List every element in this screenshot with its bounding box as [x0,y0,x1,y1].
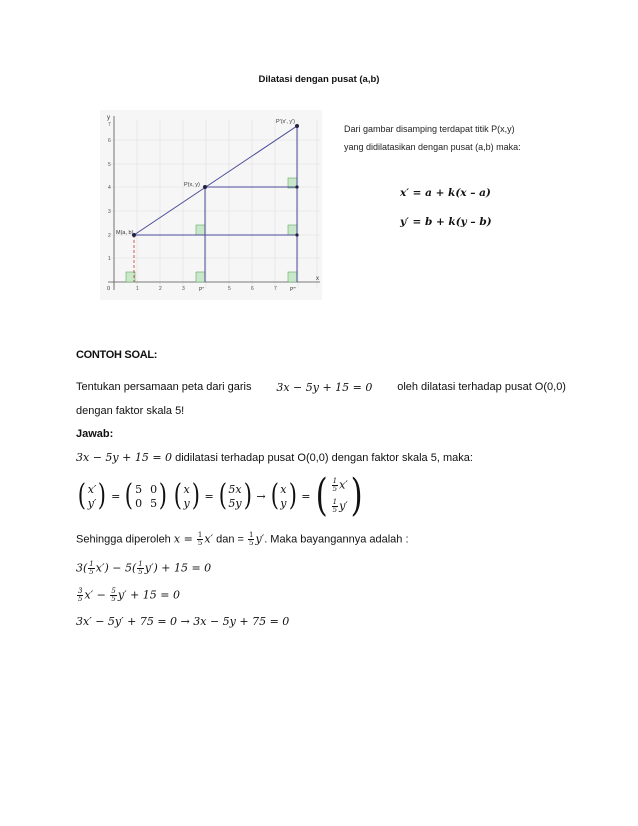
matrix-equation [76,470,365,521]
vector-fraction: ( $\frac{1}{5}$ x′ $\frac{1}{5}$ y′ ) [316,470,363,521]
problem-text-2: oleh dilatasi terhadap pusat O(0,0) [397,381,566,393]
formula-y: y′ = b + k(y – b) [400,216,492,228]
dilation-graph [100,110,322,300]
label-p: P(x, y) [184,182,200,188]
point-pprime [295,124,299,128]
svg-text:1: 1 [108,256,111,262]
svg-text:1: 1 [136,286,139,292]
label-foot-p: P′′ [199,287,205,293]
svg-text:3: 3 [182,286,185,292]
intro-line-2: yang didilatasikan dengan pusat (a,b) maka: [344,142,521,152]
answer-label: Jawab: [76,428,114,440]
svg-text:2: 2 [159,286,162,292]
label-m: M(a, b) [116,230,134,236]
scale-matrix: ( 5 0 0 5 ) [125,478,168,513]
svg-text:5: 5 [228,286,231,292]
point-y-right [295,185,298,188]
svg-text:4: 4 [108,185,111,191]
graph-background [100,110,322,300]
label-pprime: P′(x′, y′) [276,119,295,125]
problem-text-1: Tentukan persamaan peta dari garis [76,381,252,393]
intro-line-1: Dari gambar disamping terdapat titik P(x,y) [344,124,515,134]
equation-1: 3( $\frac{1}{5}$ x′) − 5( $\frac{1}{5}$ y′) + 15 = 0 [76,560,212,576]
label-y-axis: y [107,115,110,121]
problem-equation: 3x − 5y + 15 = 0 [276,381,373,394]
point-p [203,185,207,189]
vector-xy-2: ( x y ) [270,478,297,513]
svg-text:3: 3 [108,209,111,215]
arrow: → [256,489,266,503]
formula-x: x′ = a + k(x – a) [400,187,491,199]
svg-text:5: 5 [108,162,111,168]
step2-frac-1: $\frac{1}{5}$ [197,531,203,547]
step-2: Sehingga diperoleh x = $\frac{1}{5}$ x′ dan = $\frac{1}{5}$ y′. Maka bayangannya adalah : [76,531,409,547]
step2-text-1: Sehingga diperoleh [76,533,171,546]
equation-3: 3x′ − 5y′ + 75 = 0 → 3x − 5y + 75 = 0 [76,615,290,628]
label-foot-pp: P′′′ [290,287,297,293]
vector-xy: ( x y ) [173,478,200,513]
vector-prime: ( x′ y′ ) [77,478,107,513]
page-title: Dilatasi dengan pusat (a,b) [258,74,380,85]
svg-text:6: 6 [251,286,254,292]
step1-text: didilatasi terhadap pusat O(0,0) dengan faktor skala 5, maka: [175,452,473,464]
label-x-axis: x [316,276,319,282]
equals-3: = [301,489,311,503]
equation-2: $\frac{3}{5}$ x′ − $\frac{5}{5}$ y′ + 15 = 0 [78,587,180,603]
problem-line-2: dengan faktor skala 5! [76,405,185,417]
step2-frac-2: $\frac{1}{5}$ [249,531,254,547]
section-heading: CONTOH SOAL: [76,349,158,361]
svg-text:6: 6 [108,138,111,144]
svg-text:7: 7 [274,286,277,292]
svg-text:2: 2 [108,233,111,239]
step1-equation: 3x − 5y + 15 = 0 [76,451,173,464]
vector-5xy: ( 5x 5y ) [218,478,252,513]
label-origin: 0 [107,286,111,292]
svg-text:7: 7 [108,122,111,128]
point-b-right [295,233,298,236]
equals-2: = [204,489,214,503]
step2-x: x = [173,532,193,546]
step-1 [76,451,473,464]
equals-1: = [111,489,121,503]
problem-line-1 [76,381,566,394]
step2-text-3: . Maka bayangannya adalah : [264,533,409,546]
step2-text-2: dan = [216,533,244,546]
